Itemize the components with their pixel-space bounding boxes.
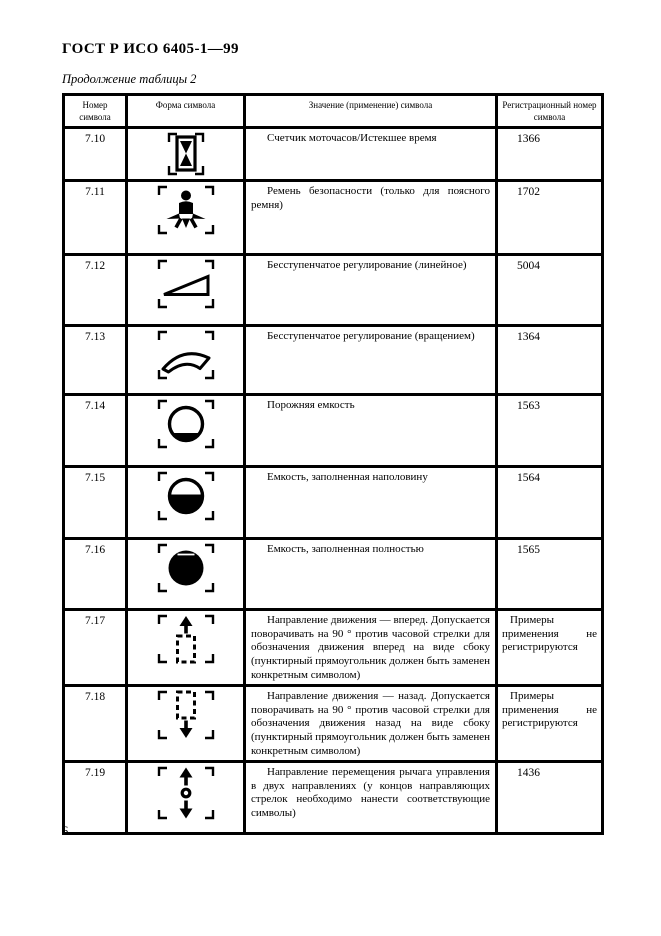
- column-header-meaning: Значение (применение) символа: [245, 95, 497, 128]
- symbol-description-cell: Ремень безопасности (только для поясного ремня): [245, 181, 497, 255]
- registration-cell: 1436: [497, 762, 603, 834]
- symbol-number-cell: 7.10: [64, 128, 127, 181]
- registration-cell: 1565: [497, 539, 603, 610]
- curved-wedge-icon: [128, 329, 243, 381]
- symbol-description-cell: Емкость, заполненная наполовину: [245, 467, 497, 539]
- symbol-shape-cell: [127, 181, 245, 255]
- symbol-number-cell: 7.16: [64, 539, 127, 610]
- arrow-up-down-circle-icon: [128, 765, 243, 821]
- symbol-number-cell: 7.11: [64, 181, 127, 255]
- symbol-number-cell: 7.18: [64, 686, 127, 762]
- table-header-row: [64, 95, 603, 128]
- column-header-number: Номер символа: [64, 95, 127, 128]
- registration-cell: Примеры применения не регистрируются: [497, 686, 603, 762]
- symbol-shape-cell: [127, 467, 245, 539]
- registration-cell: Примеры применения не регистрируются: [497, 610, 603, 686]
- registration-cell: 1366: [497, 128, 603, 181]
- page-number: 6: [62, 824, 69, 838]
- registration-cell: 5004: [497, 255, 603, 326]
- symbol-shape-cell: [127, 762, 245, 834]
- linear-wedge-icon: [128, 258, 243, 310]
- symbol-shape-cell: [127, 326, 245, 395]
- table-row: [64, 255, 603, 326]
- column-header-registration: Регистрационный номер символа: [497, 95, 603, 128]
- symbol-description-cell: Порожняя емкость: [245, 395, 497, 467]
- symbol-shape-cell: [127, 610, 245, 686]
- table-row: [64, 539, 603, 610]
- symbols-table: [62, 93, 604, 835]
- symbol-description-cell: Направление движения — вперед. Допускается поворачивать на 90 ° против часовой стрелки для обозначения движения вперед на виде сбоку (пунктирный прямоугольник должен быть заменен конкретным символом): [245, 610, 497, 686]
- registration-cell: 1564: [497, 467, 603, 539]
- dashed-rect-arrow-down-icon: [128, 689, 243, 741]
- table-row: [64, 610, 603, 686]
- doc-title: ГОСТ Р ИСО 6405-1—99: [62, 41, 239, 57]
- symbol-shape-cell: [127, 128, 245, 181]
- arrow-up-dashed-rect-icon: [128, 613, 243, 665]
- symbol-shape-cell: [127, 686, 245, 762]
- symbol-number-cell: 7.15: [64, 467, 127, 539]
- table-row: [64, 128, 603, 181]
- table-row: [64, 395, 603, 467]
- symbol-description-cell: Емкость, заполненная полностью: [245, 539, 497, 610]
- table-row: [64, 181, 603, 255]
- symbol-shape-cell: [127, 539, 245, 610]
- symbol-shape-cell: [127, 255, 245, 326]
- container-half-icon: [128, 470, 243, 522]
- registration-cell: 1563: [497, 395, 603, 467]
- symbol-shape-cell: [127, 395, 245, 467]
- table-row: [64, 762, 603, 834]
- symbol-number-cell: 7.14: [64, 395, 127, 467]
- symbol-number-cell: 7.19: [64, 762, 127, 834]
- symbol-description-cell: Направление перемещения рычага управления в двух направлениях (у концов направляющих стрелок необходимо нанести соответствующие символы): [245, 762, 497, 834]
- symbol-number-cell: 7.12: [64, 255, 127, 326]
- registration-cell: 1364: [497, 326, 603, 395]
- symbol-description-cell: Счетчик моточасов/Истекшее время: [245, 128, 497, 181]
- registration-cell: 1702: [497, 181, 603, 255]
- table-row: [64, 686, 603, 762]
- symbol-description-cell: Направление движения — назад. Допускается поворачивать на 90 ° против часовой стрелки для обозначения движения назад на виде сбоку (пунктирный прямоугольник должен быть заменен конкретным символом): [245, 686, 497, 762]
- symbol-description-cell: Бесступенчатое регулирование (линейное): [245, 255, 497, 326]
- container-full-icon: [128, 542, 243, 594]
- symbol-number-cell: 7.13: [64, 326, 127, 395]
- container-empty-icon: [128, 398, 243, 450]
- table-caption: Продолжение таблицы 2: [62, 72, 197, 86]
- table-row: [64, 326, 603, 395]
- symbol-description-cell: Бесступенчатое регулирование (вращением): [245, 326, 497, 395]
- symbol-number-cell: 7.17: [64, 610, 127, 686]
- table-row: [64, 467, 603, 539]
- column-header-shape: Форма символа: [127, 95, 245, 128]
- hourglass-icon: [128, 131, 243, 177]
- seat-belt-icon: [128, 184, 243, 236]
